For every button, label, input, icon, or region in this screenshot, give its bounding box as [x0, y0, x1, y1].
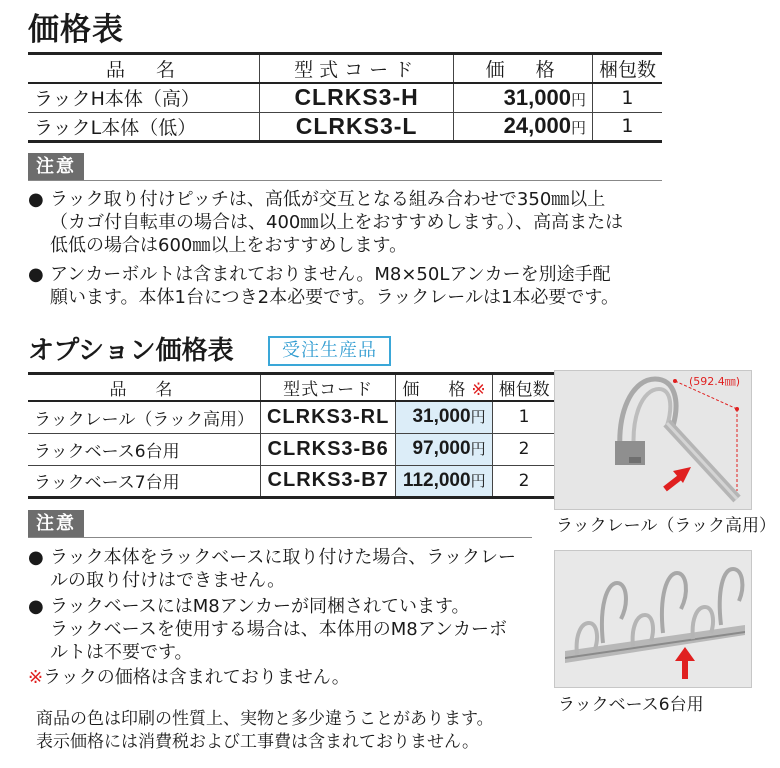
- product-code: CLRKS3-L: [259, 112, 453, 141]
- table-row: [28, 112, 662, 141]
- header-qty: 梱包数: [492, 374, 556, 402]
- footer-note: 商品の色は印刷の性質上、実物と多少違うことがあります。: [36, 709, 494, 729]
- made-to-order-tag: 受注生産品: [268, 336, 391, 366]
- header-price: 価 格: [454, 54, 593, 84]
- rack-rail-photo: [554, 370, 752, 510]
- bullet-icon: ●: [28, 547, 44, 568]
- product-code: CLRKS3-H: [259, 83, 453, 112]
- rack-rail-illustration: [555, 371, 751, 509]
- product-name: ラックベース7台用: [28, 465, 260, 497]
- notice-text: ラック取り付けピッチは、高低が交互となる組み合わせで350㎜以上 （カゴ付自転車の場合は、400㎜以上をおすすめします。）、高高または 低低の場合は600㎜以上をおすすめします。: [50, 189, 624, 256]
- notice-text: ラックベースにはM8アンカーが同梱されています。 ラックベースを使用する場合は、本体用のM8アンカーボ ルトは不要です。: [50, 596, 507, 663]
- rack-rail-caption: ラックレール（ラック高用）: [556, 516, 776, 536]
- product-price: 97,000円: [396, 433, 492, 465]
- bullet-icon: ●: [28, 189, 44, 210]
- product-price: 31,000円: [396, 401, 492, 433]
- product-qty: 2: [492, 465, 556, 497]
- product-name: ラックベース6台用: [28, 433, 260, 465]
- notice-divider: [28, 537, 532, 538]
- table-row: [28, 465, 556, 497]
- product-qty: 2: [492, 433, 556, 465]
- product-name: ラックレール（ラック高用）: [28, 401, 260, 433]
- product-qty: 1: [592, 83, 662, 112]
- product-price: 24,000円: [454, 112, 593, 141]
- main-price-table: [28, 52, 662, 143]
- notice-text: アンカーボルトは含まれておりません。M8×50Lアンカーを別途手配 願います。本体1台につき2本必要です。ラックレールは1本必要です。: [50, 264, 619, 308]
- notice-divider: [28, 180, 662, 181]
- option-table-title: オプション価格表: [28, 336, 234, 366]
- table-row: [28, 83, 662, 112]
- bullet-icon: ●: [28, 596, 44, 617]
- table-row: [28, 401, 556, 433]
- notice-text: ラック本体をラックベースに取り付けた場合、ラックレー ルの取り付けはできません。: [50, 547, 517, 591]
- header-code: 型式コード: [259, 54, 453, 84]
- rack-base-photo: [554, 550, 752, 688]
- option-price-table: [28, 372, 556, 499]
- product-price: 112,000円: [396, 465, 492, 497]
- product-qty: 1: [592, 112, 662, 141]
- notice-badge: 注意: [28, 153, 84, 180]
- product-code: CLRKS3-RL: [260, 401, 395, 433]
- product-code: CLRKS3-B6: [260, 433, 395, 465]
- product-qty: 1: [492, 401, 556, 433]
- header-name: 品 名: [28, 54, 259, 84]
- price-table-title: 価格表: [28, 12, 124, 48]
- table-row: [28, 433, 556, 465]
- rack-base-illustration: [555, 551, 751, 687]
- header-name: 品 名: [28, 374, 260, 402]
- product-price: 31,000円: [454, 83, 593, 112]
- footer-note: 表示価格には消費税および工事費は含まれておりません。: [36, 732, 480, 752]
- product-name: ラックL本体（低）: [28, 112, 259, 141]
- rack-base-caption: ラックベース6台用: [558, 695, 704, 715]
- product-code: CLRKS3-B7: [260, 465, 395, 497]
- rail-dimension-label: (592.4㎜): [689, 375, 741, 388]
- asterisk-note: ※ラックの価格は含まれておりません。: [28, 667, 350, 688]
- header-qty: 梱包数: [592, 54, 662, 84]
- header-code: 型式コード: [260, 374, 395, 402]
- header-price: 価 格※: [396, 374, 492, 402]
- product-name: ラックH本体（高）: [28, 83, 259, 112]
- bullet-icon: ●: [28, 264, 44, 285]
- notice-badge: 注意: [28, 510, 84, 537]
